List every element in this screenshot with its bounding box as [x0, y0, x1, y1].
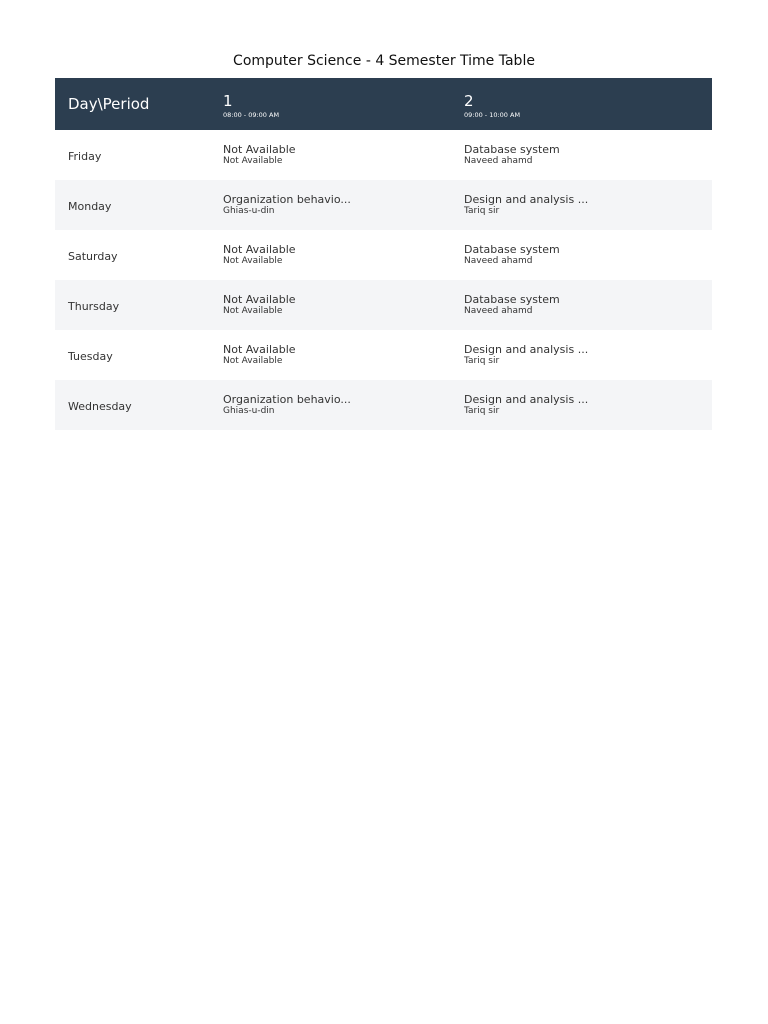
period-cell — [223, 230, 464, 280]
subject-name: Design and analysis ... — [464, 343, 589, 356]
teacher-name: Naveed ahamd — [464, 256, 533, 266]
subject-name: Database system — [464, 143, 560, 156]
table-row — [55, 330, 712, 380]
header-day-period: Day\Period — [68, 95, 150, 113]
period-cell — [464, 130, 712, 180]
subject-name: Database system — [464, 243, 560, 256]
table-header — [55, 78, 712, 130]
teacher-name: Tariq sir — [464, 356, 500, 366]
subject-name: Database system — [464, 293, 560, 306]
teacher-name: Not Available — [223, 356, 283, 366]
period-cell — [223, 380, 464, 430]
subject-name: Organization behavio... — [223, 393, 351, 406]
subject-name: Not Available — [223, 143, 296, 156]
subject-name: Not Available — [223, 293, 296, 306]
period-cell — [464, 330, 712, 380]
period-cell — [464, 380, 712, 430]
page-title: Computer Science - 4 Semester Time Table — [233, 53, 535, 69]
period-cell — [223, 330, 464, 380]
teacher-name: Not Available — [223, 306, 283, 316]
period-cell — [464, 180, 712, 230]
period-cell — [464, 280, 712, 330]
table-row — [55, 280, 712, 330]
subject-name: Design and analysis ... — [464, 193, 589, 206]
table-row — [55, 130, 712, 180]
subject-name: Organization behavio... — [223, 193, 351, 206]
teacher-name: Not Available — [223, 256, 283, 266]
teacher-name: Tariq sir — [464, 406, 500, 416]
teacher-name: Ghias-u-din — [223, 406, 275, 416]
period-cell — [223, 180, 464, 230]
subject-name: Not Available — [223, 243, 296, 256]
timetable — [55, 78, 712, 430]
period-cell — [223, 130, 464, 180]
subject-name: Not Available — [223, 343, 296, 356]
period-time: 08:00 - 09:00 AM — [223, 110, 280, 119]
subject-name: Design and analysis ... — [464, 393, 589, 406]
teacher-name: Naveed ahamd — [464, 156, 533, 166]
teacher-name: Naveed ahamd — [464, 306, 533, 316]
day-cell: Friday — [68, 149, 102, 163]
table-row — [55, 380, 712, 430]
header-period-2 — [464, 78, 712, 130]
teacher-name: Not Available — [223, 156, 283, 166]
table-row — [55, 230, 712, 280]
period-cell — [223, 280, 464, 330]
period-number: 2 — [464, 91, 474, 110]
day-cell: Saturday — [68, 249, 118, 263]
table-row — [55, 180, 712, 230]
period-number: 1 — [223, 91, 233, 110]
day-cell: Monday — [68, 199, 112, 213]
teacher-name: Tariq sir — [464, 206, 500, 216]
period-cell — [464, 230, 712, 280]
period-time: 09:00 - 10:00 AM — [464, 110, 521, 119]
header-period-1 — [223, 78, 464, 130]
day-cell: Tuesday — [68, 349, 113, 363]
day-cell: Thursday — [68, 299, 120, 313]
teacher-name: Ghias-u-din — [223, 206, 275, 216]
day-cell: Wednesday — [68, 399, 132, 413]
